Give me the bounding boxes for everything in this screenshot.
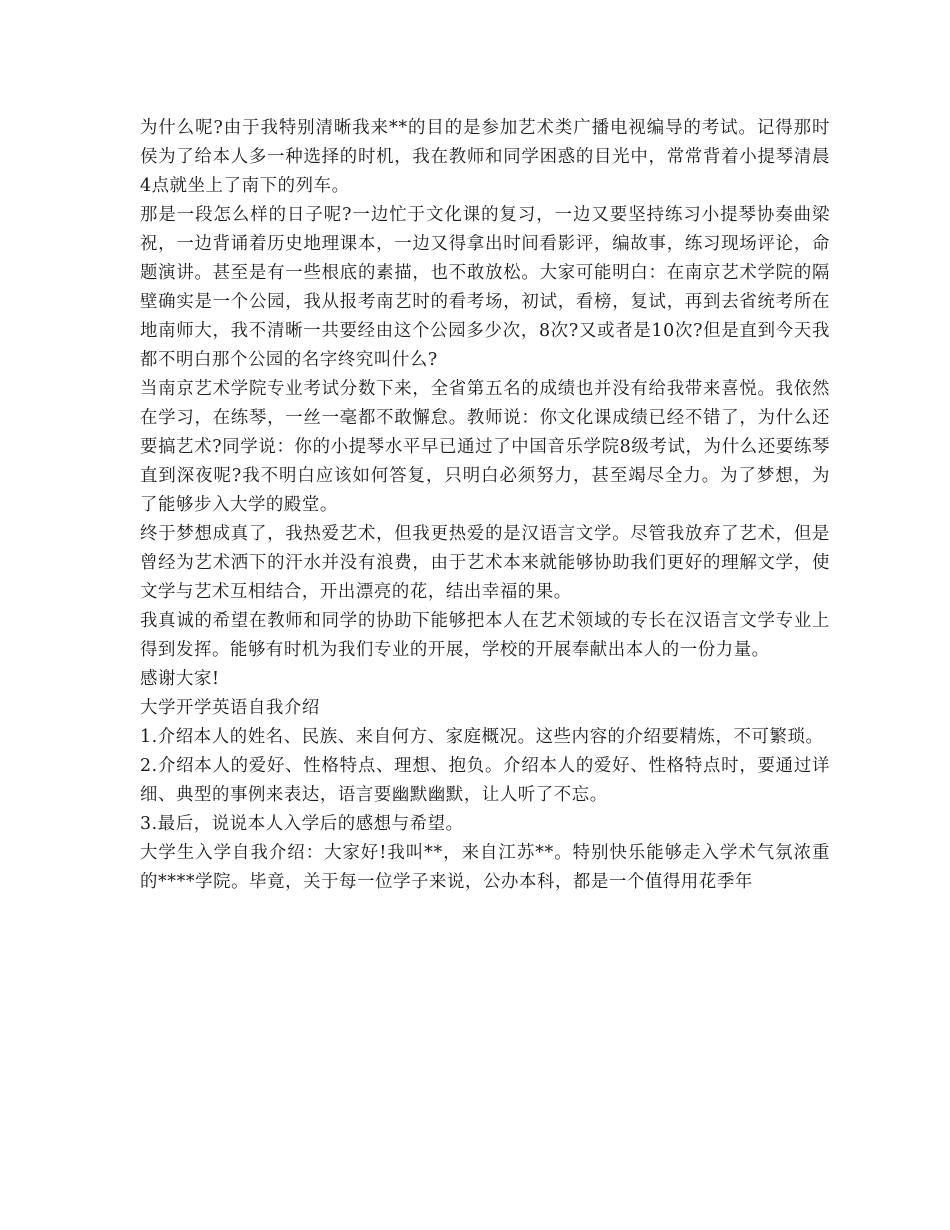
paragraph-preparation-days: 那是一段怎么样的日子呢?一边忙于文化课的复习，一边又要坚持练习小提琴协奏曲梁祝，一边背诵着历史地理课本，一边又得拿出时间看影评，编故事，练习现场评论，命题演讲。甚至是有一些根底的素描，也不敢放松。大家可能明白：在南京艺术学院的隔壁确实是一个公园，我从报考南艺时的看考场，初试，看榜，复试，再到去省统考所在地南师大，我不清晰一共要经由这个公园多少次，8次?又或者是10次?但是直到今天我都不明白那个公园的名字终究叫什么? [140,205,830,370]
paragraph-hopes: 我真诚的希望在教师和同学的协助下能够把本人在艺术领域的专长在汉语言文学专业上得到发挥。能够有时机为我们专业的开展，学校的开展奉献出本人的一份力量。 [140,611,830,660]
list-item-3: 3.最后，说说本人入学后的感想与希望。 [140,814,464,834]
paragraph-exam-purpose: 为什么呢?由于我特别清晰我来**的目的是参加艺术类广播电视编导的考试。记得那时侯为了给本人多一种选择的时机，我在教师和同学困惑的目光中，常常背着小提琴清晨4点就坐上了南下的列车。 [140,118,830,196]
list-item-2: 2.介绍本人的爱好、性格特点、理想、抱负。介绍本人的爱好、性格特点时，要通过详细、典型的事例来表达，语言要幽默幽默，让人听了不忘。 [140,756,830,805]
paragraph-student-intro: 大学生入学自我介绍：大家好!我叫**，来自江苏**。特别快乐能够走入学术气氛浓重的****学院。毕竟，关于每一位学子来说，公办本科，都是一个值得用花季年 [140,843,830,892]
paragraph-dream-realized: 终于梦想成真了，我热爱艺术，但我更热爱的是汉语言文学。尽管我放弃了艺术，但是曾经为艺术洒下的汗水并没有浪费，由于艺术本来就能够协助我们更好的理解文学，使文学与艺术互相结合，开出漂亮的花，结出幸福的果。 [140,524,830,602]
document-body [140,114,830,897]
list-item-1: 1.介绍本人的姓名、民族、来自何方、家庭概况。这些内容的介绍要精炼，不可繁琐。 [140,727,824,747]
paragraph-exam-results: 当南京艺术学院专业考试分数下来，全省第五名的成绩也并没有给我带来喜悦。我依然在学习，在练琴，一丝一毫都不敢懈怠。教师说：你文化课成绩已经不错了，为什么还要搞艺术?同学说：你的小提琴水平早已通过了中国音乐学院8级考试，为什么还要练琴直到深夜呢?我不明白应该如何答复，只明白必须努力，甚至竭尽全力。为了梦想，为了能够步入大学的殿堂。 [140,379,830,515]
section-heading: 大学开学英语自我介绍 [140,698,320,718]
paragraph-thanks: 感谢大家! [140,669,220,689]
